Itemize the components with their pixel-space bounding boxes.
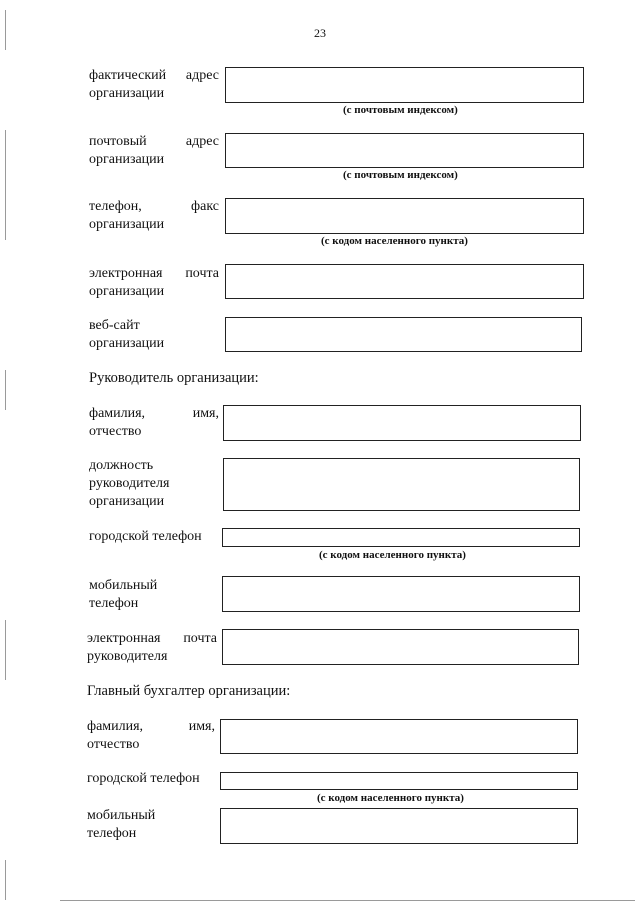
head-mobile-phone-label: [89, 577, 219, 613]
head-full-name-label-line-1: фамилия, имя,: [89, 406, 219, 421]
postal-address-field[interactable]: [225, 133, 584, 168]
head-section-heading: Руководитель организации:: [89, 370, 259, 386]
accountant-full-name-label: [87, 718, 215, 754]
org-email-label-line-1: электронная почта: [89, 266, 219, 281]
head-mobile-phone-label-line-1: мобильный: [89, 578, 158, 593]
accountant-mobile-phone-label-line-2: телефон: [87, 826, 137, 841]
head-full-name-field[interactable]: [223, 405, 581, 441]
accountant-full-name-label-line-1: фамилия, имя,: [87, 719, 215, 734]
page-number: 23: [314, 26, 326, 40]
head-position-label-line-2: руководителя: [89, 476, 170, 491]
head-position-label-line-1: должность: [89, 458, 154, 473]
head-email-field[interactable]: [222, 629, 579, 665]
phone-fax-hint: (с кодом населенного пункта): [321, 235, 468, 247]
head-email-label-line-1: электронная почта: [87, 631, 217, 646]
phone-fax-label: [89, 198, 219, 234]
accountant-full-name-label-line-2: отчество: [87, 737, 140, 752]
head-mobile-phone-label-line-2: телефон: [89, 596, 139, 611]
postal-address-label: [89, 133, 219, 169]
scan-mark-bottom: [60, 900, 635, 901]
postal-address-hint: (с почтовым индексом): [343, 169, 458, 181]
scan-mark-left-1: [5, 10, 6, 50]
head-position-label: [89, 457, 219, 511]
head-city-phone-hint: (с кодом населенного пункта): [319, 549, 466, 561]
website-label-line-1: веб-сайт: [89, 318, 140, 333]
head-full-name-label-line-2: отчество: [89, 424, 142, 439]
scan-mark-left-4: [5, 620, 6, 680]
actual-address-label: [89, 67, 219, 103]
accountant-city-phone-field[interactable]: [220, 772, 578, 790]
head-city-phone-label: городской телефон: [89, 529, 202, 544]
org-email-label: [89, 265, 219, 301]
head-position-label-line-3: организации: [89, 494, 165, 509]
head-city-phone-field[interactable]: [222, 528, 580, 547]
accountant-city-phone-hint: (с кодом населенного пункта): [317, 792, 464, 804]
actual-address-label-line-2: организации: [89, 86, 165, 101]
postal-address-label-line-1: почтовый адрес: [89, 134, 219, 149]
actual-address-field[interactable]: [225, 67, 584, 103]
postal-address-label-line-2: организации: [89, 152, 165, 167]
head-email-label-line-2: руководителя: [87, 649, 168, 664]
accountant-mobile-phone-label: [87, 807, 215, 843]
org-email-label-line-2: организации: [89, 284, 165, 299]
website-label: [89, 317, 219, 353]
scan-mark-left-5: [5, 860, 6, 900]
accountant-mobile-phone-field[interactable]: [220, 808, 578, 844]
phone-fax-label-line-1: телефон, факс: [89, 199, 219, 214]
head-position-field[interactable]: [223, 458, 580, 511]
accountant-city-phone-label: городской телефон: [87, 771, 200, 786]
head-mobile-phone-field[interactable]: [222, 576, 580, 612]
actual-address-label-line-1: фактический адрес: [89, 68, 219, 83]
phone-fax-label-line-2: организации: [89, 217, 165, 232]
accountant-mobile-phone-label-line-1: мобильный: [87, 808, 156, 823]
scan-mark-left-2: [5, 130, 6, 240]
accountant-full-name-field[interactable]: [220, 719, 578, 754]
head-full-name-label: [89, 405, 219, 441]
website-field[interactable]: [225, 317, 582, 352]
head-email-label: [87, 630, 217, 666]
phone-fax-field[interactable]: [225, 198, 584, 234]
scan-mark-left-3: [5, 370, 6, 410]
website-label-line-2: организации: [89, 336, 165, 351]
accountant-section-heading: Главный бухгалтер организации:: [87, 683, 291, 699]
actual-address-hint: (с почтовым индексом): [343, 104, 458, 116]
org-email-field[interactable]: [225, 264, 584, 299]
